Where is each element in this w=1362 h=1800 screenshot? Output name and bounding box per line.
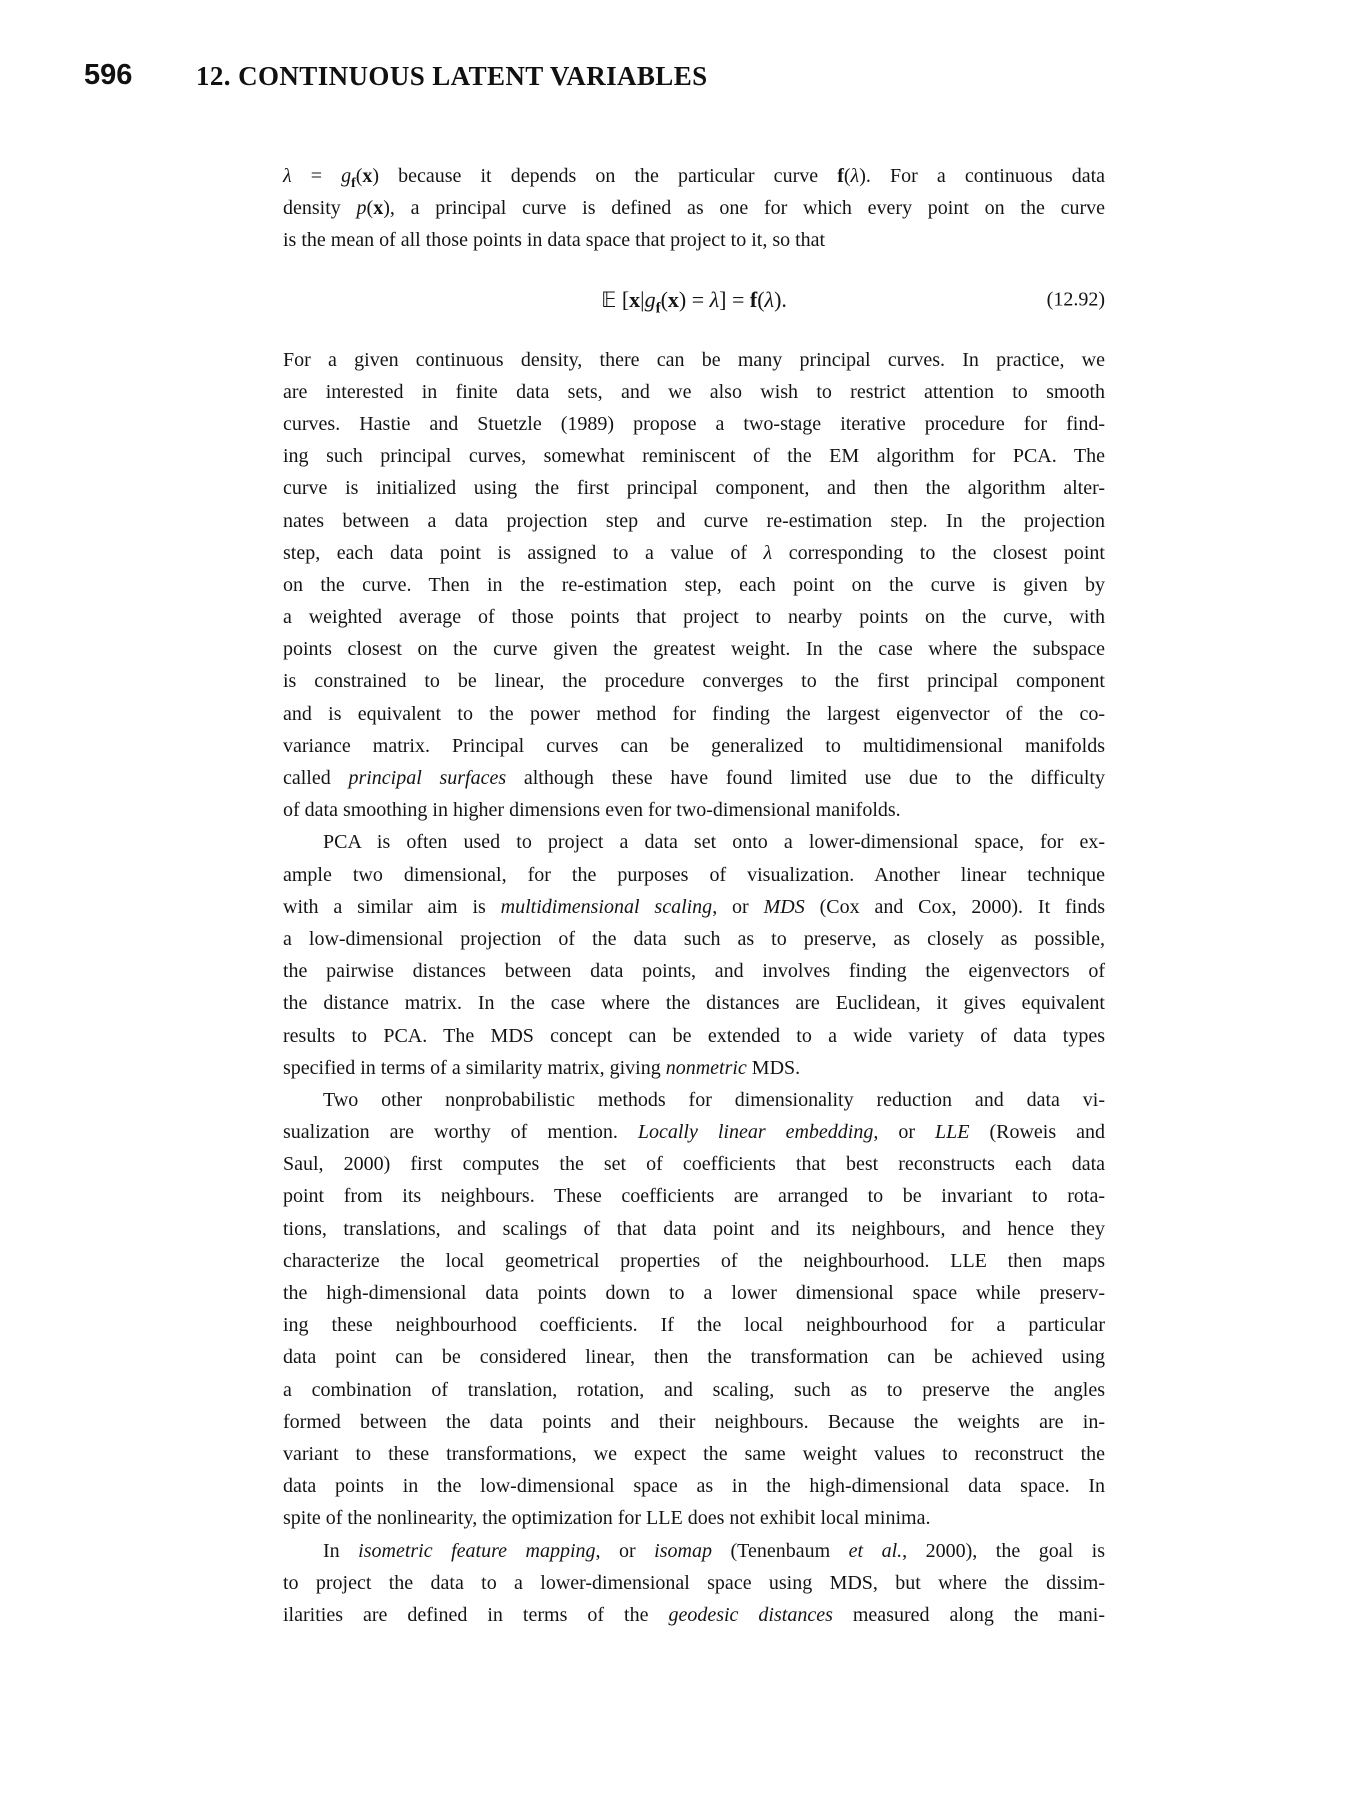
- text-line: PCA is often used to project a data set onto a lower-dimensional space, for ex-: [323, 831, 1105, 854]
- text-line: curves. Hastie and Stuetzle (1989) propose a two-stage iterative procedure for find-: [283, 412, 1105, 435]
- text-line: ing such principal curves, somewhat reminiscent of the EM algorithm for PCA. The: [283, 445, 1105, 468]
- text-line: variance matrix. Principal curves can be generalized to multidimensional manifolds: [283, 734, 1105, 757]
- equation-body: 𝔼 $[x|g_f(x) = \lambda] = f(\lambda)$.: [601, 287, 787, 317]
- text-line: point from its neighbours. These coefficients are arranged to be invariant to rota-: [283, 1185, 1105, 1208]
- text-line: For a given continuous density, there can be many principal curves. In practice, we: [283, 348, 1105, 371]
- text-line: the distance matrix. In the case where the distances are Euclidean, it gives equivalent: [283, 992, 1105, 1015]
- text-line: is constrained to be linear, the procedure converges to the first principal component: [283, 670, 1105, 693]
- text-line: ample two dimensional, for the purposes of visualization. Another linear technique: [283, 863, 1105, 886]
- text-line: formed between the data points and their neighbours. Because the weights are in-: [283, 1410, 1105, 1433]
- text-line: with a similar aim is multidimensional scaling, or MDS (Cox and Cox, 2000). It finds: [283, 895, 1105, 918]
- text-line: Saul, 2000) first computes the set of coefficients that best reconstructs each data: [283, 1153, 1105, 1176]
- text-line: variant to these transformations, we expect the same weight values to reconstruct the: [283, 1442, 1105, 1465]
- text-line: a weighted average of those points that project to nearby points on the curve, with: [283, 606, 1105, 629]
- equation-number: (12.92): [1046, 288, 1105, 311]
- text-line: In isometric feature mapping, or isomap (Tenenbaum et al., 2000), the goal is: [323, 1539, 1105, 1562]
- text-line: data point can be considered linear, then the transformation can be achieved using: [283, 1346, 1105, 1369]
- text-line: characterize the local geometrical properties of the neighbourhood. LLE then maps: [283, 1249, 1105, 1272]
- text-line: step, each data point is assigned to a value of λ corresponding to the closest point: [283, 541, 1105, 564]
- text-line: are interested in finite data sets, and we also wish to restrict attention to smooth: [283, 380, 1105, 403]
- text-line: curve is initialized using the first principal component, and then the algorithm alter-: [283, 477, 1105, 500]
- text-line: results to PCA. The MDS concept can be extended to a wide variety of data types: [283, 1024, 1105, 1047]
- text-line: density p(x), a principal curve is defined as one for which every point on the curve: [283, 197, 1105, 220]
- text-line: data points in the low-dimensional space as in the high-dimensional data space. In: [283, 1475, 1105, 1498]
- equation-row: [283, 257, 1105, 344]
- text-line: ing these neighbourhood coefficients. If the local neighbourhood for a particular: [283, 1314, 1105, 1337]
- chapter-header: 12. CONTINUOUS LATENT VARIABLES: [196, 61, 708, 91]
- text-line: Two other nonprobabilistic methods for dimensionality reduction and data vi-: [323, 1088, 1105, 1111]
- text-line: to project the data to a lower-dimensional space using MDS, but where the dissim-: [283, 1571, 1105, 1594]
- text-line: spite of the nonlinearity, the optimization for LLE does not exhibit local minima.: [283, 1507, 931, 1530]
- text-line: ilarities are defined in terms of the geodesic distances measured along the mani-: [283, 1603, 1106, 1626]
- text-line: of data smoothing in higher dimensions even for two-dimensional manifolds.: [283, 799, 901, 822]
- page-body: [283, 160, 1105, 1631]
- text-line: and is equivalent to the power method for finding the largest eigenvector of the co-: [283, 702, 1105, 725]
- text-line: specified in terms of a similarity matrix, giving nonmetric MDS.: [283, 1056, 801, 1079]
- text-line: a low-dimensional projection of the data such as to preserve, as closely as possible,: [283, 927, 1105, 950]
- page-number: 596: [84, 59, 133, 91]
- text-line: the high-dimensional data points down to a lower dimensional space while preserv-: [283, 1282, 1105, 1304]
- text-line: the pairwise distances between data points, and involves finding the eigenvectors of: [283, 960, 1105, 983]
- text-line: on the curve. Then in the re-estimation step, each point on the curve is given by: [283, 573, 1105, 596]
- text-line: a combination of translation, rotation, and scaling, such as to preserve the angles: [283, 1378, 1105, 1401]
- text-line: points closest on the curve given the greatest weight. In the case where the subspace: [283, 638, 1105, 661]
- text-line: tions, translations, and scalings of that data point and its neighbours, and hence they: [283, 1217, 1105, 1240]
- text-line: $\lambda = g_f(x)$ because it depends on the particular curve f(λ). For a continuous data: [283, 165, 1106, 190]
- text-line: nates between a data projection step and curve re-estimation step. In the projection: [283, 509, 1105, 532]
- text-line: is the mean of all those points in data space that project to it, so that: [283, 229, 826, 252]
- text-line: sualization are worthy of mention. Locally linear embedding, or LLE (Roweis and: [283, 1121, 1105, 1144]
- text-line: called principal surfaces although these have found limited use due to the difficulty: [283, 767, 1105, 789]
